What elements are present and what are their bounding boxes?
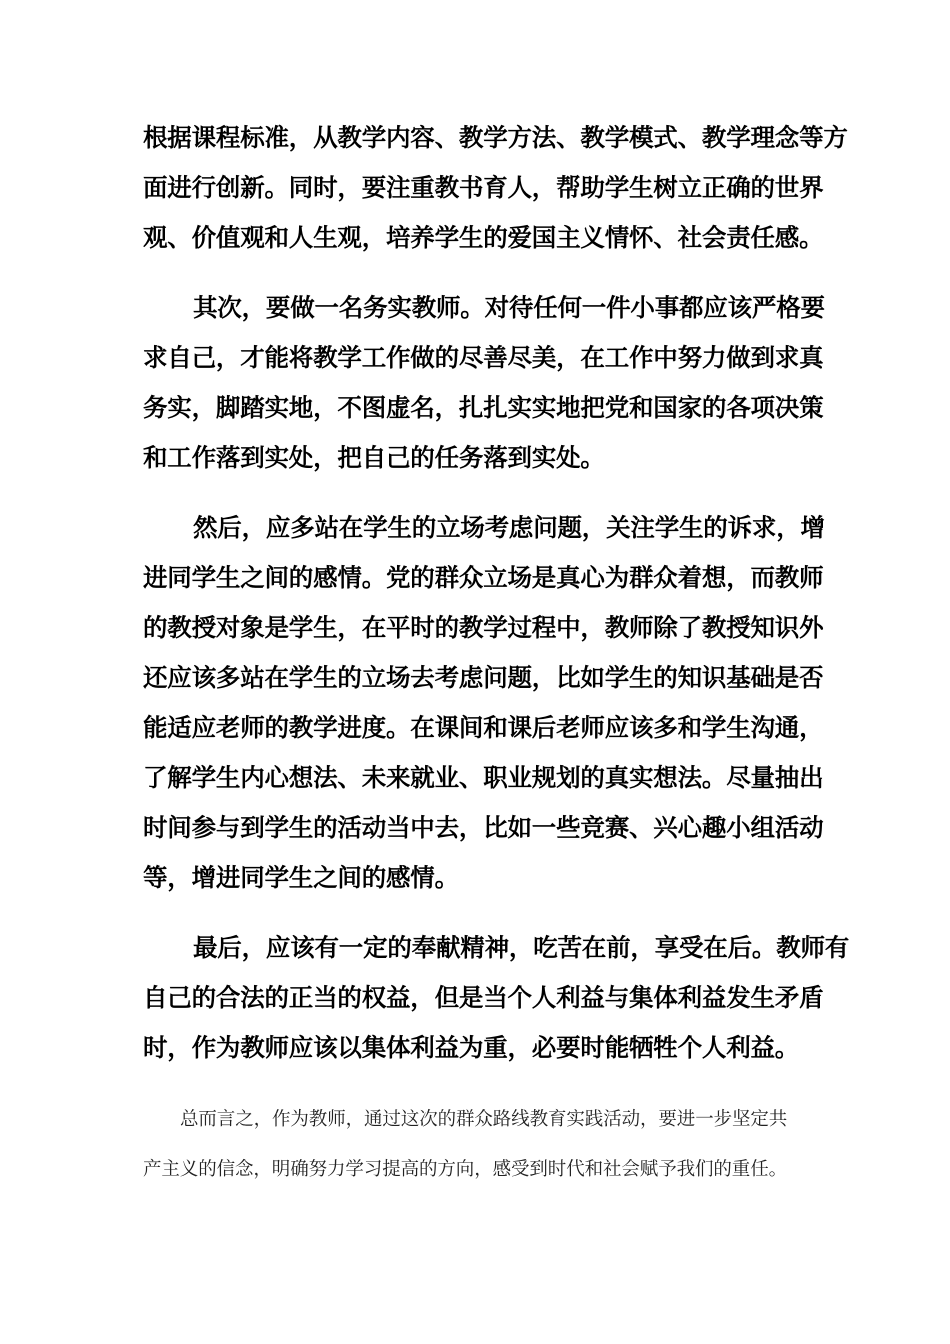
paragraph-5-line-1: 总而言之，作为教师，通过这次的群众路线教育实践活动，要进一步坚定共 [180,1109,788,1130]
paragraph-4-line-3: 时，作为教师应该以集体利益为重，必要时能牺牲个人利益。 [143,1033,800,1062]
paragraph-4-line-1: 最后，应该有一定的奉献精神，吃苦在前，享受在后。教师有 [193,933,850,962]
paragraph-3-line-4: 还应该多站在学生的立场去考虑问题，比如学生的知识基础是否 [143,663,824,692]
paragraph-3-line-8: 等，增进同学生之间的感情。 [143,863,459,892]
paragraph-5-line-2: 产主义的信念，明确努力学习提高的方向，感受到时代和社会赋予我们的重任。 [143,1159,788,1180]
paragraph-1-line-3: 观、价值观和人生观，培养学生的爱国主义情怀、社会责任感。 [143,223,824,252]
paragraph-2-line-2: 求自己，才能将教学工作做的尽善尽美，在工作中努力做到求真 [143,343,824,372]
paragraph-3-line-5: 能适应老师的教学进度。在课间和课后老师应该多和学生沟通， [143,713,824,742]
paragraph-3-line-6: 了解学生内心想法、未来就业、职业规划的真实想法。尽量抽出 [143,763,824,792]
paragraph-1-line-1: 根据课程标准，从教学内容、教学方法、教学模式、教学理念等方 [143,123,848,152]
paragraph-1-line-2: 面进行创新。同时，要注重教书育人，帮助学生树立正确的世界 [143,173,824,202]
paragraph-3-line-3: 的教授对象是学生，在平时的教学过程中，教师除了教授知识外 [143,613,824,642]
paragraph-3-line-2: 进同学生之间的感情。党的群众立场是真心为群众着想，而教师 [143,563,824,592]
paragraph-4-line-2: 自己的合法的正当的权益，但是当个人利益与集体利益发生矛盾 [143,983,824,1012]
paragraph-2-line-4: 和工作落到实处，把自己的任务落到实处。 [143,443,605,472]
paragraph-3-line-7: 时间参与到学生的活动当中去，比如一些竞赛、兴心趣小组活动 [143,813,824,842]
paragraph-2-line-1: 其次，要做一名务实教师。对待任何一件小事都应该严格要 [193,293,825,322]
paragraph-3-line-1: 然后，应多站在学生的立场考虑问题，关注学生的诉求，增 [193,513,825,542]
paragraph-2-line-3: 务实，脚踏实地，不图虚名，扎扎实实地把党和国家的各项决策 [143,393,824,422]
